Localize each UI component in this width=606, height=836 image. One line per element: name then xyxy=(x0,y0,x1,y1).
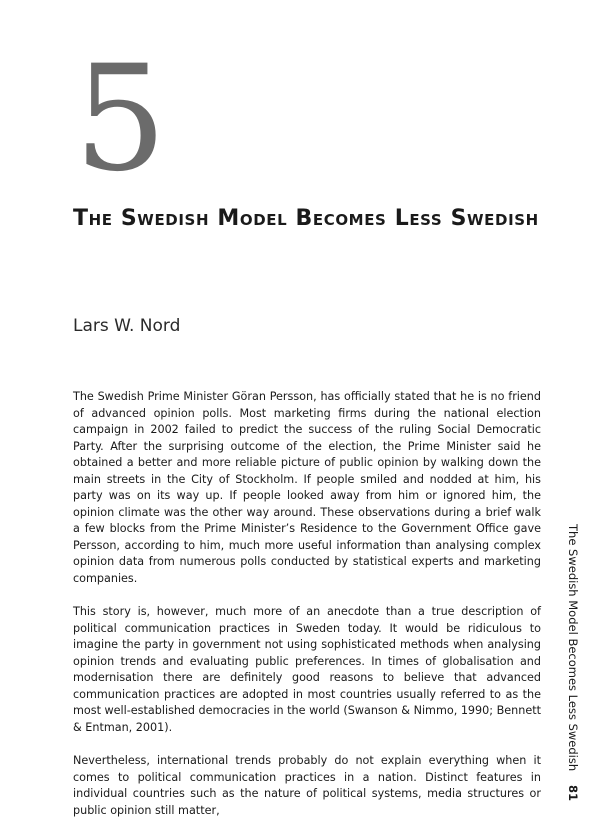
chapter-number: 5 xyxy=(74,34,167,204)
paragraph: Nevertheless, international trends probably do not explain everything when it comes to political communication practices in a nation. Distinct features in individual countries such as the nature of political systems, media structures or public opinion still matter, xyxy=(73,754,541,817)
running-head-title: The Swedish Model Becomes Less Swedish xyxy=(566,524,580,772)
body-text xyxy=(73,389,541,836)
paragraph: This story is, however, much more of an anecdote than a true description of political communication practices in Sweden today. It would be ridiculous to imagine the party in government not using sophisticated methods when analysing opinion trends and evaluating public preferences. In times of globalisation and modernisation there are definitely good reasons to believe that advanced communication practices are adopted in most countries usually referred to as the most well-established democracies in the world (Swanson & Nimmo, 1990; Bennett & Entman, 2001). xyxy=(73,605,542,734)
chapter-author: Lars W. Nord xyxy=(73,316,181,336)
running-head xyxy=(566,524,580,801)
chapter-title: The Swedish Model Becomes Less Swedish xyxy=(73,206,539,231)
paragraph: The Swedish Prime Minister Göran Persson, has officially stated that he is no friend of advanced opinion polls. Most marketing firms during the national election campaign in 2002 failed to predict the success of the ruling Social Democratic Party. After the surprising outcome of the election, the Prime Minister said he obtained a better and more reliable picture of public opinion by walking down the main streets in the City of Stockholm. If people smiled and nodded at him, his party was on its way up. If people looked away from him or ignored him, the opinion climate was the other way around. These observations during a brief walk a few blocks from the Prime Minister’s Residence to the Government Office gave Persson, according to him, much more useful information than analysing complex opinion data from numerous polls conducted by statistical experts and marketing companies. xyxy=(73,390,541,585)
page-number: 81 xyxy=(566,784,580,801)
